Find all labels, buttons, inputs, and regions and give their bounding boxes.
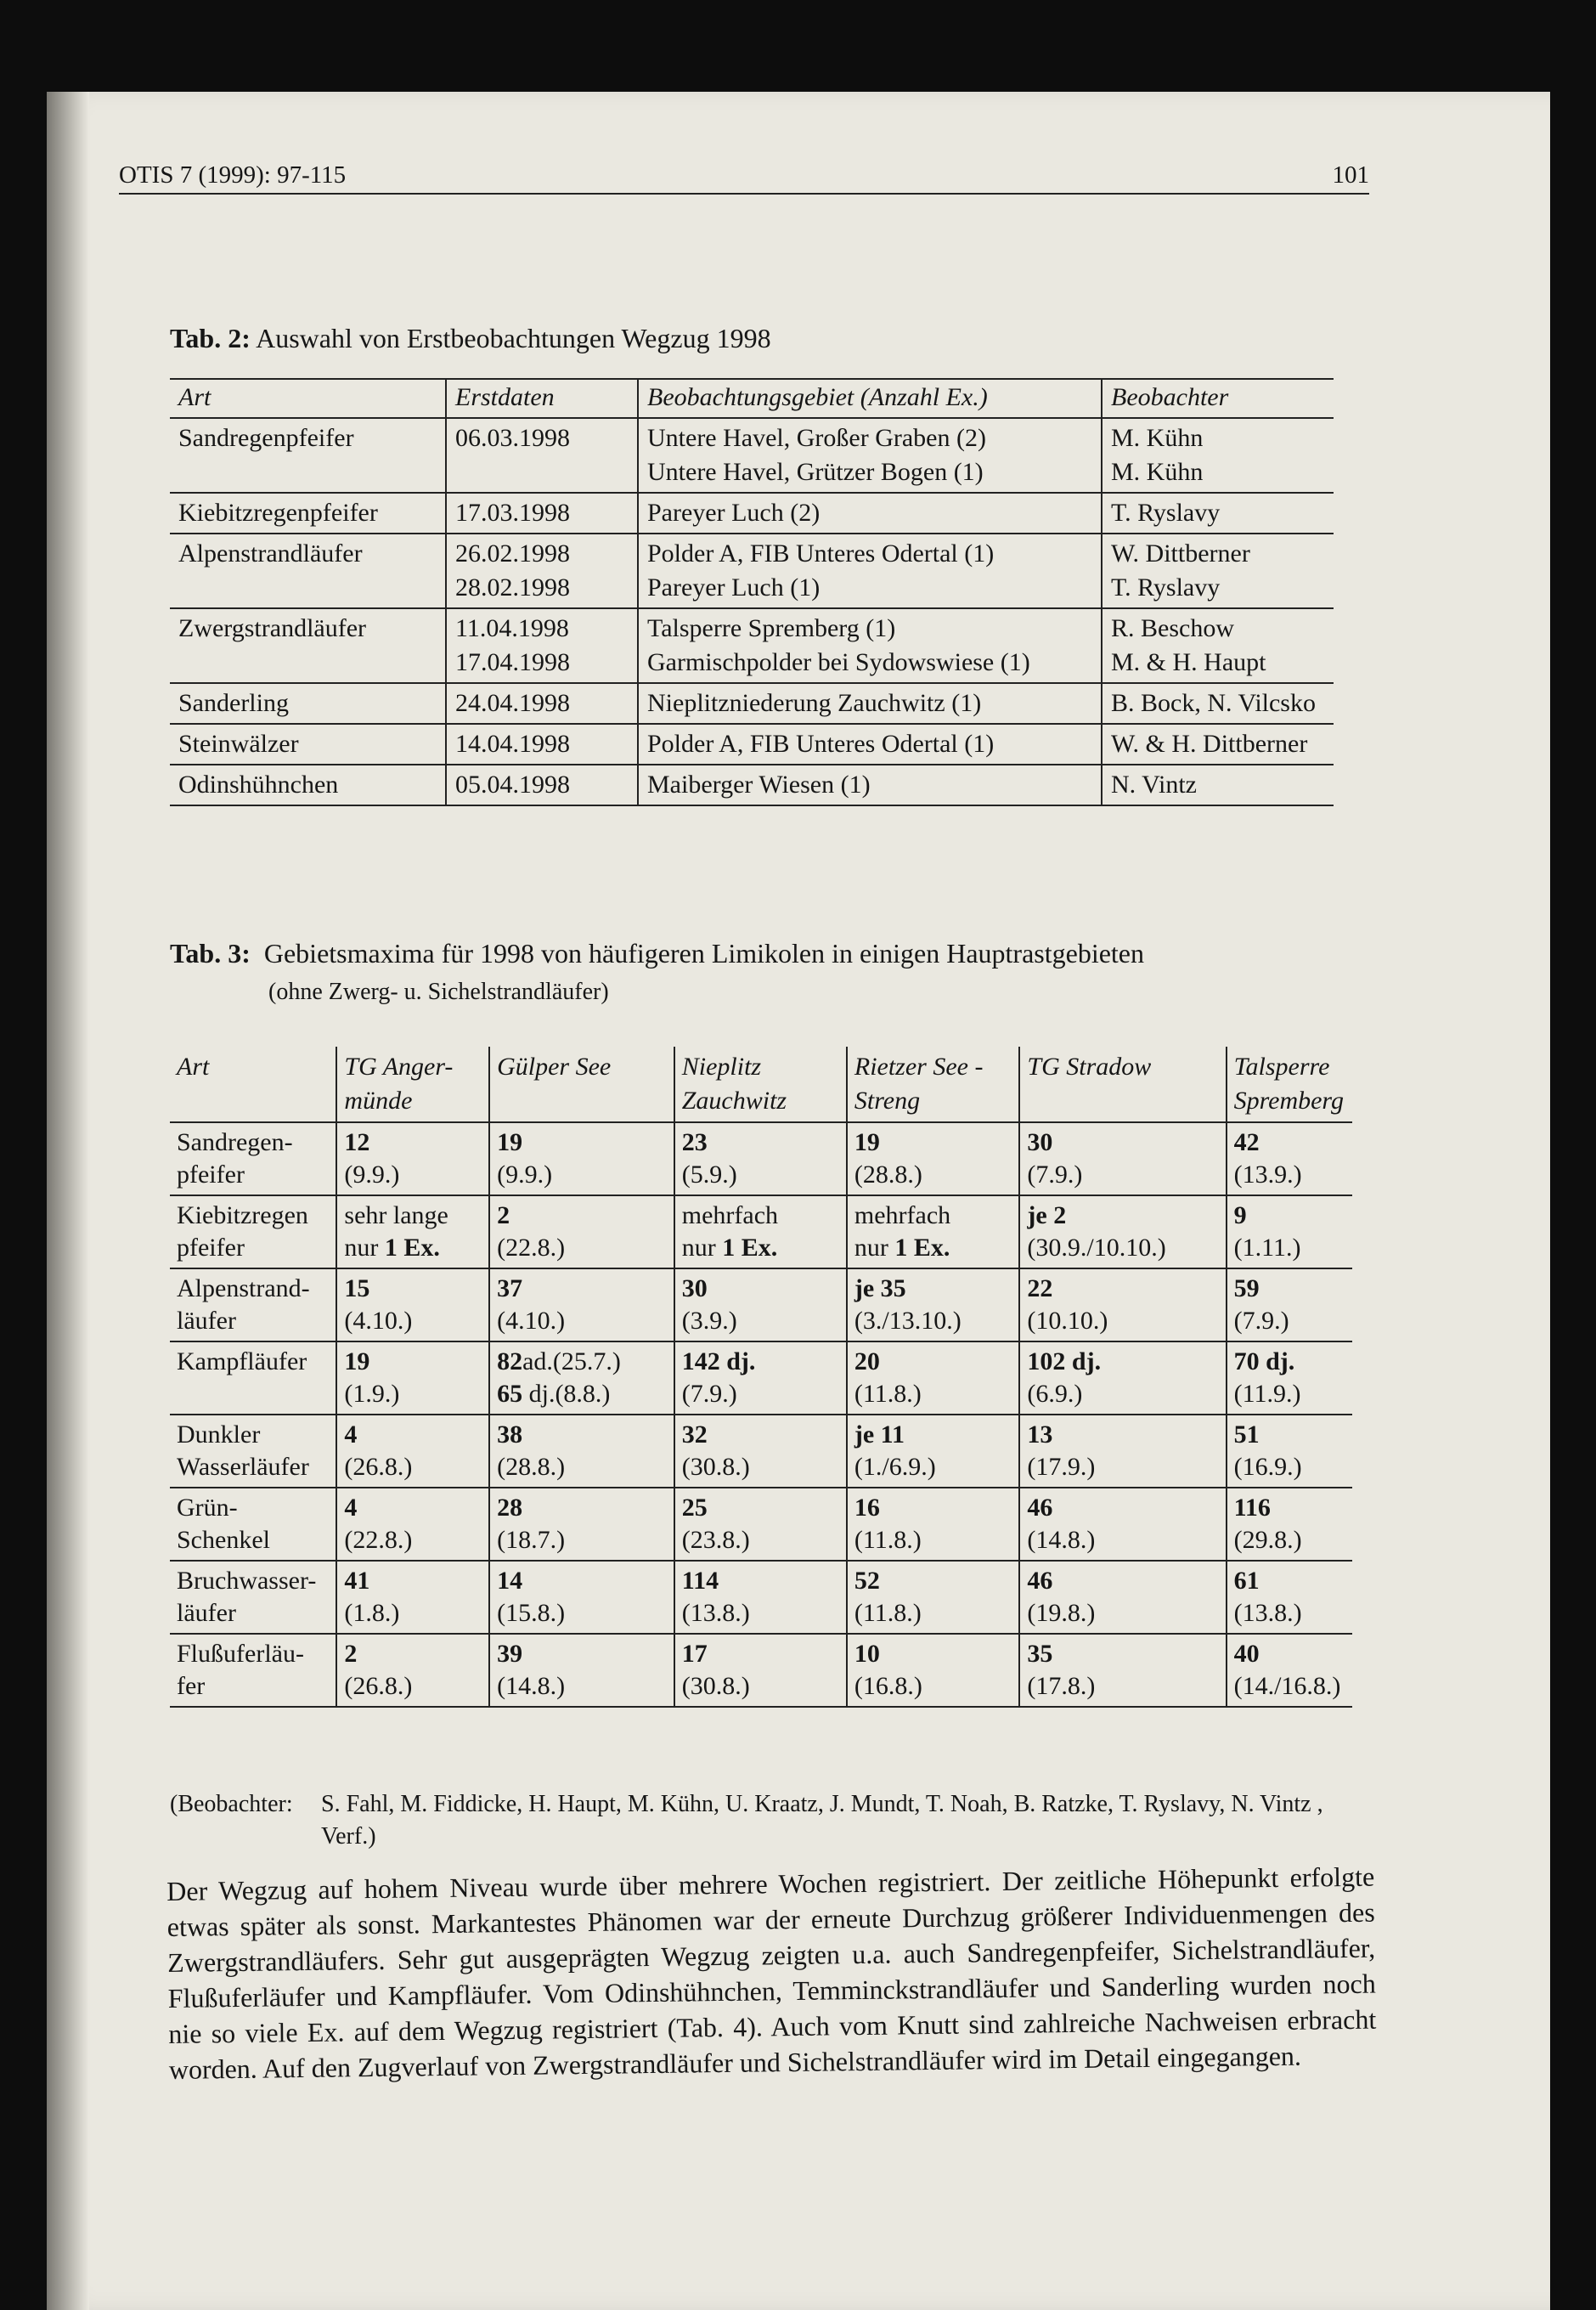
cell-date: (17.8.) bbox=[1027, 1672, 1096, 1700]
table-row bbox=[170, 724, 1334, 765]
species-cell: Sandregenpfeifer bbox=[170, 418, 446, 493]
max-cell bbox=[336, 1341, 489, 1415]
cell-count: 70 dj. bbox=[1233, 1347, 1295, 1375]
area-line: Nieplitzniederung Zauchwitz (1) bbox=[647, 689, 982, 717]
species-cell: Kiebitzregenpfeifer bbox=[170, 493, 446, 534]
cell-count: 17 bbox=[681, 1640, 708, 1668]
table-row bbox=[170, 1195, 1352, 1268]
cell-date: (7.9.) bbox=[681, 1380, 737, 1408]
species-cell bbox=[170, 1415, 336, 1488]
area-line: Untere Havel, Grützer Bogen (1) bbox=[647, 458, 984, 486]
cell-date: (28.8.) bbox=[497, 1453, 566, 1481]
cell-date: (4.10.) bbox=[344, 1307, 413, 1335]
observer-cell bbox=[1102, 493, 1334, 534]
cell-count: 30 bbox=[1027, 1128, 1053, 1156]
max-cell bbox=[336, 1561, 489, 1634]
cell-date: (22.8.) bbox=[344, 1526, 413, 1554]
cell-date: (29.8.) bbox=[1233, 1526, 1302, 1554]
observer-line: M. & H. Haupt bbox=[1111, 648, 1266, 676]
table2-col-beobachter: Beobachter bbox=[1102, 379, 1334, 418]
cell-text-line bbox=[682, 1232, 837, 1264]
max-cell bbox=[1019, 1561, 1226, 1634]
species-line: fer bbox=[177, 1672, 206, 1700]
table3-col-header bbox=[847, 1047, 1020, 1122]
cell-count: 82 bbox=[497, 1347, 523, 1375]
cell-count: 28 bbox=[497, 1494, 523, 1522]
cell-date: (26.8.) bbox=[344, 1672, 413, 1700]
journal-citation: OTIS 7 (1999): 97-115 bbox=[119, 161, 347, 189]
cell-date: (11.8.) bbox=[854, 1526, 922, 1554]
area-line: Talsperre Spremberg (1) bbox=[647, 614, 896, 642]
max-cell bbox=[489, 1415, 674, 1488]
cell-count: 114 bbox=[681, 1567, 719, 1595]
date-cell bbox=[446, 418, 638, 493]
table2-col-gebiet: Beobachtungsgebiet (Anzahl Ex.) bbox=[638, 379, 1102, 418]
cell-date: (11.9.) bbox=[1233, 1380, 1301, 1408]
table2 bbox=[170, 378, 1334, 806]
cell-date: (13.8.) bbox=[1233, 1599, 1302, 1627]
cell-count: 2 bbox=[497, 1201, 510, 1229]
max-cell bbox=[674, 1122, 847, 1195]
table-row bbox=[170, 608, 1334, 683]
header-line: Rietzer See - bbox=[854, 1053, 984, 1081]
observer-line: W. Dittberner bbox=[1111, 539, 1250, 568]
cell-count: 19 bbox=[854, 1128, 880, 1156]
cell-count: 42 bbox=[1233, 1128, 1260, 1156]
header-line: Nieplitz bbox=[681, 1053, 762, 1081]
cell-count: 2 bbox=[344, 1640, 358, 1668]
max-cell bbox=[847, 1195, 1020, 1268]
species-cell: Sanderling bbox=[170, 683, 446, 724]
species-cell bbox=[170, 1634, 336, 1707]
max-cell bbox=[336, 1122, 489, 1195]
max-cell bbox=[674, 1634, 847, 1707]
max-cell bbox=[489, 1341, 674, 1415]
cell-date: (23.8.) bbox=[681, 1526, 750, 1554]
max-cell bbox=[1019, 1122, 1226, 1195]
max-cell bbox=[489, 1561, 674, 1634]
cell-date: (16.8.) bbox=[854, 1672, 922, 1700]
table3-col-header bbox=[170, 1047, 336, 1122]
max-cell bbox=[489, 1268, 674, 1341]
cell-count: 25 bbox=[681, 1494, 708, 1522]
cell-count: 30 bbox=[681, 1274, 708, 1302]
table3-col-header bbox=[489, 1047, 674, 1122]
area-cell bbox=[638, 683, 1102, 724]
cell-date: (6.9.) bbox=[1027, 1380, 1083, 1408]
cell-count: 16 bbox=[854, 1494, 880, 1522]
observers-note bbox=[170, 1788, 1323, 1853]
max-cell bbox=[1227, 1341, 1352, 1415]
area-line: Pareyer Luch (1) bbox=[647, 573, 821, 602]
cell-count: 59 bbox=[1233, 1274, 1260, 1302]
cell-text-line bbox=[854, 1232, 1011, 1264]
species-cell bbox=[170, 1341, 336, 1415]
species-line: Grün- bbox=[177, 1494, 238, 1522]
table-row bbox=[170, 1415, 1352, 1488]
observers-list: S. Fahl, M. Fiddicke, H. Haupt, M. Kühn, U. Kraatz, J. Mundt, T. Noah, B. Ratzke, T. Ryslavy, N. Vintz , Verf.) bbox=[321, 1791, 1323, 1850]
table-row bbox=[170, 493, 1334, 534]
cell-count: 40 bbox=[1233, 1640, 1260, 1668]
cell-count: 41 bbox=[344, 1567, 370, 1595]
cell-text: sehr lange bbox=[344, 1201, 448, 1229]
cell-date: (26.8.) bbox=[344, 1453, 413, 1481]
species-line: Kampfläufer bbox=[177, 1347, 307, 1375]
table2-body bbox=[170, 418, 1334, 805]
cell-date: (3.9.) bbox=[681, 1307, 737, 1335]
page-number: 101 bbox=[1332, 161, 1369, 189]
date-cell bbox=[446, 493, 638, 534]
species-cell bbox=[170, 1488, 336, 1561]
max-cell bbox=[674, 1195, 847, 1268]
species-line: pfeifer bbox=[177, 1161, 245, 1189]
area-cell bbox=[638, 534, 1102, 608]
cell-count: 61 bbox=[1233, 1567, 1260, 1595]
species-line: pfeifer bbox=[177, 1234, 245, 1262]
observer-line: N. Vintz bbox=[1111, 771, 1197, 799]
max-cell bbox=[336, 1634, 489, 1707]
cell-count: 142 dj. bbox=[681, 1347, 756, 1375]
cell-count: 116 bbox=[1233, 1494, 1271, 1522]
table3-caption-label: Tab. 3: bbox=[170, 938, 251, 969]
cell-count: 1 Ex. bbox=[384, 1234, 440, 1262]
cell-date: (22.8.) bbox=[497, 1234, 566, 1262]
max-cell bbox=[489, 1195, 674, 1268]
cell-date: (30.9./10.10.) bbox=[1027, 1234, 1166, 1262]
cell-count: 14 bbox=[497, 1567, 523, 1595]
cell-count: 1 Ex. bbox=[894, 1234, 950, 1262]
cell-date: (15.8.) bbox=[497, 1599, 566, 1627]
cell-text-line bbox=[344, 1232, 480, 1264]
table2-col-erstdaten: Erstdaten bbox=[446, 379, 638, 418]
cell-count: 39 bbox=[497, 1640, 523, 1668]
cell-count: 38 bbox=[497, 1420, 523, 1449]
species-line: Dunkler bbox=[177, 1420, 261, 1449]
species-line: Flußuferläu- bbox=[177, 1640, 304, 1668]
species-cell: Odinshühnchen bbox=[170, 765, 446, 805]
max-cell bbox=[489, 1122, 674, 1195]
cell-count: 65 bbox=[497, 1380, 523, 1408]
cell-date: (7.9.) bbox=[1027, 1161, 1083, 1189]
cell-date: (1./6.9.) bbox=[854, 1453, 936, 1481]
observers-label: (Beobachter: bbox=[170, 1791, 293, 1817]
cell-text-2: nur bbox=[681, 1234, 716, 1262]
cell-count: 51 bbox=[1233, 1420, 1260, 1449]
cell-count: je 2 bbox=[1027, 1201, 1067, 1229]
max-cell bbox=[1227, 1268, 1352, 1341]
date-cell bbox=[446, 765, 638, 805]
table-row bbox=[170, 418, 1334, 493]
max-cell bbox=[1019, 1341, 1226, 1415]
max-cell bbox=[1019, 1268, 1226, 1341]
area-cell bbox=[638, 493, 1102, 534]
species-line: läufer bbox=[177, 1599, 236, 1627]
max-cell bbox=[1227, 1195, 1352, 1268]
cell-count: 23 bbox=[681, 1128, 708, 1156]
cell-date: (30.8.) bbox=[681, 1672, 750, 1700]
max-cell bbox=[847, 1561, 1020, 1634]
cell-date: (1.9.) bbox=[344, 1380, 400, 1408]
max-cell bbox=[674, 1488, 847, 1561]
table3-caption-sub: (ohne Zwerg- u. Sichelstrandläufer) bbox=[268, 979, 609, 1005]
cell-line bbox=[497, 1346, 665, 1378]
table3 bbox=[170, 1047, 1352, 1708]
observer-line: T. Ryslavy bbox=[1111, 499, 1221, 527]
header-line: TG Stradow bbox=[1027, 1053, 1152, 1081]
cell-date: (14./16.8.) bbox=[1233, 1672, 1341, 1700]
cell-date: (1.11.) bbox=[1233, 1234, 1301, 1262]
area-line: Garmischpolder bei Sydowswiese (1) bbox=[647, 648, 1030, 676]
table2-caption-text: Auswahl von Erstbeobachtungen Wegzug 1998 bbox=[256, 323, 771, 353]
cell-date: (17.9.) bbox=[1027, 1453, 1096, 1481]
table-row bbox=[170, 1122, 1352, 1195]
cell-date: (11.8.) bbox=[854, 1380, 922, 1408]
max-cell bbox=[1019, 1488, 1226, 1561]
observer-cell bbox=[1102, 724, 1334, 765]
cell-count: 46 bbox=[1027, 1494, 1053, 1522]
cell-count: 37 bbox=[497, 1274, 523, 1302]
table2-caption-label: Tab. 2: bbox=[170, 323, 251, 353]
date-line: 06.03.1998 bbox=[455, 424, 570, 452]
species-cell bbox=[170, 1122, 336, 1195]
cell-line bbox=[497, 1378, 665, 1410]
date-line: 14.04.1998 bbox=[455, 730, 570, 758]
max-cell bbox=[847, 1415, 1020, 1488]
observer-cell bbox=[1102, 418, 1334, 493]
species-line: Alpenstrand- bbox=[177, 1274, 310, 1302]
cell-count: 35 bbox=[1027, 1640, 1053, 1668]
table3-col-header bbox=[1227, 1047, 1352, 1122]
observer-line: W. & H. Dittberner bbox=[1111, 730, 1308, 758]
area-line: Polder A, FIB Unteres Odertal (1) bbox=[647, 730, 995, 758]
species-line: Kiebitzregen bbox=[177, 1201, 308, 1229]
max-cell bbox=[1019, 1415, 1226, 1488]
observer-line: B. Bock, N. Vilcsko bbox=[1111, 689, 1316, 717]
cell-date: (30.8.) bbox=[681, 1453, 750, 1481]
cell-date: (5.9.) bbox=[681, 1161, 737, 1189]
max-cell bbox=[847, 1341, 1020, 1415]
cell-date: (13.9.) bbox=[1233, 1161, 1302, 1189]
species-line: Sandregen- bbox=[177, 1128, 293, 1156]
max-cell bbox=[489, 1634, 674, 1707]
table2-header-row bbox=[170, 379, 1334, 418]
table-row bbox=[170, 1561, 1352, 1634]
cell-count: 9 bbox=[1233, 1201, 1247, 1229]
cell-count: 46 bbox=[1027, 1567, 1053, 1595]
running-header bbox=[119, 159, 1369, 195]
area-cell bbox=[638, 765, 1102, 805]
cell-date: (14.8.) bbox=[1027, 1526, 1096, 1554]
max-cell bbox=[847, 1488, 1020, 1561]
header-line: Streng bbox=[854, 1087, 921, 1115]
cell-count: 13 bbox=[1027, 1420, 1053, 1449]
species-cell bbox=[170, 1561, 336, 1634]
cell-count: 19 bbox=[497, 1128, 523, 1156]
max-cell bbox=[336, 1268, 489, 1341]
date-cell bbox=[446, 683, 638, 724]
date-line: 26.02.1998 bbox=[455, 539, 570, 568]
cell-count: je 35 bbox=[854, 1274, 906, 1302]
observer-cell bbox=[1102, 608, 1334, 683]
cell-date: (10.10.) bbox=[1027, 1307, 1108, 1335]
observer-cell bbox=[1102, 683, 1334, 724]
species-line: Wasserläufer bbox=[177, 1453, 309, 1481]
table-row bbox=[170, 1634, 1352, 1707]
cell-suffix: dj.(8.8.) bbox=[522, 1380, 611, 1408]
max-cell bbox=[1227, 1415, 1352, 1488]
table2-col-art: Art bbox=[170, 379, 446, 418]
cell-count: 10 bbox=[854, 1640, 880, 1668]
cell-count: je 11 bbox=[854, 1420, 905, 1449]
max-cell bbox=[674, 1415, 847, 1488]
header-line: Art bbox=[177, 1053, 210, 1081]
table-row bbox=[170, 683, 1334, 724]
species-cell: Zwergstrandläufer bbox=[170, 608, 446, 683]
species-line: Bruchwasser- bbox=[177, 1567, 317, 1595]
species-cell: Steinwälzer bbox=[170, 724, 446, 765]
observer-line: M. Kühn bbox=[1111, 424, 1204, 452]
date-line: 17.03.1998 bbox=[455, 499, 570, 527]
table3-body bbox=[170, 1122, 1352, 1707]
table3-col-header bbox=[336, 1047, 489, 1122]
cell-count: 15 bbox=[344, 1274, 370, 1302]
cell-suffix: ad.(25.7.) bbox=[522, 1347, 621, 1375]
header-line: Spremberg bbox=[1233, 1087, 1344, 1115]
cell-date: (18.7.) bbox=[497, 1526, 566, 1554]
cell-date: (14.8.) bbox=[497, 1672, 566, 1700]
observer-cell bbox=[1102, 534, 1334, 608]
max-cell bbox=[1019, 1195, 1226, 1268]
cell-text: mehrfach bbox=[681, 1201, 779, 1229]
date-cell bbox=[446, 608, 638, 683]
species-cell bbox=[170, 1268, 336, 1341]
table2-caption bbox=[170, 321, 771, 355]
max-cell bbox=[336, 1488, 489, 1561]
species-cell bbox=[170, 1195, 336, 1268]
cell-count: 22 bbox=[1027, 1274, 1053, 1302]
cell-count: 4 bbox=[344, 1420, 358, 1449]
table3-caption bbox=[170, 936, 1144, 970]
table3-header-row bbox=[170, 1047, 1352, 1122]
max-cell bbox=[336, 1195, 489, 1268]
table-row bbox=[170, 1341, 1352, 1415]
date-cell bbox=[446, 534, 638, 608]
header-line: Gülper See bbox=[497, 1053, 612, 1081]
area-line: Maiberger Wiesen (1) bbox=[647, 771, 871, 799]
cell-text-2: nur bbox=[344, 1234, 379, 1262]
max-cell bbox=[1227, 1488, 1352, 1561]
cell-date: (4.10.) bbox=[497, 1307, 566, 1335]
observer-line: T. Ryslavy bbox=[1111, 573, 1221, 602]
header-line: münde bbox=[344, 1087, 413, 1115]
date-line: 11.04.1998 bbox=[455, 614, 569, 642]
header-line: Zauchwitz bbox=[681, 1087, 787, 1115]
max-cell bbox=[336, 1415, 489, 1488]
observer-cell bbox=[1102, 765, 1334, 805]
observer-line: R. Beschow bbox=[1111, 614, 1234, 642]
cell-date: (3./13.10.) bbox=[854, 1307, 962, 1335]
species-line: Schenkel bbox=[177, 1526, 270, 1554]
table-row bbox=[170, 1268, 1352, 1341]
max-cell bbox=[1227, 1561, 1352, 1634]
date-line: 17.04.1998 bbox=[455, 648, 570, 676]
table-row bbox=[170, 534, 1334, 608]
header-line: Talsperre bbox=[1233, 1053, 1330, 1081]
table-row bbox=[170, 765, 1334, 805]
max-cell bbox=[489, 1488, 674, 1561]
max-cell bbox=[847, 1122, 1020, 1195]
area-cell bbox=[638, 724, 1102, 765]
area-cell bbox=[638, 418, 1102, 493]
cell-count: 19 bbox=[344, 1347, 370, 1375]
max-cell bbox=[1227, 1634, 1352, 1707]
cell-count: 20 bbox=[854, 1347, 880, 1375]
cell-count: 32 bbox=[681, 1420, 708, 1449]
cell-count: 102 dj. bbox=[1027, 1347, 1102, 1375]
cell-text: mehrfach bbox=[854, 1201, 951, 1229]
cell-date: (11.8.) bbox=[854, 1599, 922, 1627]
area-cell bbox=[638, 608, 1102, 683]
max-cell bbox=[1019, 1634, 1226, 1707]
cell-date: (13.8.) bbox=[681, 1599, 750, 1627]
max-cell bbox=[847, 1268, 1020, 1341]
date-line: 05.04.1998 bbox=[455, 771, 570, 799]
species-line: läufer bbox=[177, 1307, 236, 1335]
cell-count: 1 Ex. bbox=[722, 1234, 778, 1262]
cell-date: (7.9.) bbox=[1233, 1307, 1289, 1335]
max-cell bbox=[847, 1634, 1020, 1707]
table3-col-header bbox=[674, 1047, 847, 1122]
table-row bbox=[170, 1488, 1352, 1561]
cell-date: (19.8.) bbox=[1027, 1599, 1096, 1627]
book-spine-shadow bbox=[47, 92, 89, 2310]
cell-date: (16.9.) bbox=[1233, 1453, 1302, 1481]
table3-caption-text: Gebietsmaxima für 1998 von häufigeren Limikolen in einigen Hauptrastgebieten bbox=[263, 938, 1144, 969]
cell-date: (9.9.) bbox=[497, 1161, 553, 1189]
date-cell bbox=[446, 724, 638, 765]
date-line: 28.02.1998 bbox=[455, 573, 570, 602]
area-line: Untere Havel, Großer Graben (2) bbox=[647, 424, 986, 452]
date-line: 24.04.1998 bbox=[455, 689, 570, 717]
table3-col-header bbox=[1019, 1047, 1226, 1122]
body-paragraph: Der Wegzug auf hohem Niveau wurde über mehrere Wochen registriert. Der zeitliche Höhepunkt erfolgte etwas später als sonst. Markantestes Phänomen war der erneute Durchzug größerer Individuenmengen des Zwergstrandläufers. Sehr gut ausgeprägten Wegzug zeigten u.a. auch Sandregenpfeifer, Sichelstrandläufer, Flußuferläufer und Kampfläufer. Vom Odinshühnchen, Temminckstrandläufer und Sanderling wurden noch nie so viele Ex. auf dem Wegzug registriert (Tab. 4). Auch vom Knutt sind zahlreiche Nachweisen erbracht worden. Auf den Zugverlauf von Zwergstrandläufer und Sichelstrandläufer wird im Detail eingegangen. bbox=[166, 1861, 1377, 2085]
cell-text-2: nur bbox=[854, 1234, 888, 1262]
cell-date: (28.8.) bbox=[854, 1161, 922, 1189]
cell-count: 4 bbox=[344, 1494, 358, 1522]
cell-count: 52 bbox=[854, 1567, 880, 1595]
max-cell bbox=[674, 1341, 847, 1415]
cell-count: 12 bbox=[344, 1128, 370, 1156]
cell-date: (9.9.) bbox=[344, 1161, 400, 1189]
header-line: TG Anger- bbox=[344, 1053, 454, 1081]
species-cell: Alpenstrandläufer bbox=[170, 534, 446, 608]
max-cell bbox=[1227, 1122, 1352, 1195]
max-cell bbox=[674, 1561, 847, 1634]
max-cell bbox=[674, 1268, 847, 1341]
cell-date: (1.8.) bbox=[344, 1599, 400, 1627]
area-line: Polder A, FIB Unteres Odertal (1) bbox=[647, 539, 995, 568]
area-line: Pareyer Luch (2) bbox=[647, 499, 821, 527]
observer-line: M. Kühn bbox=[1111, 458, 1204, 486]
